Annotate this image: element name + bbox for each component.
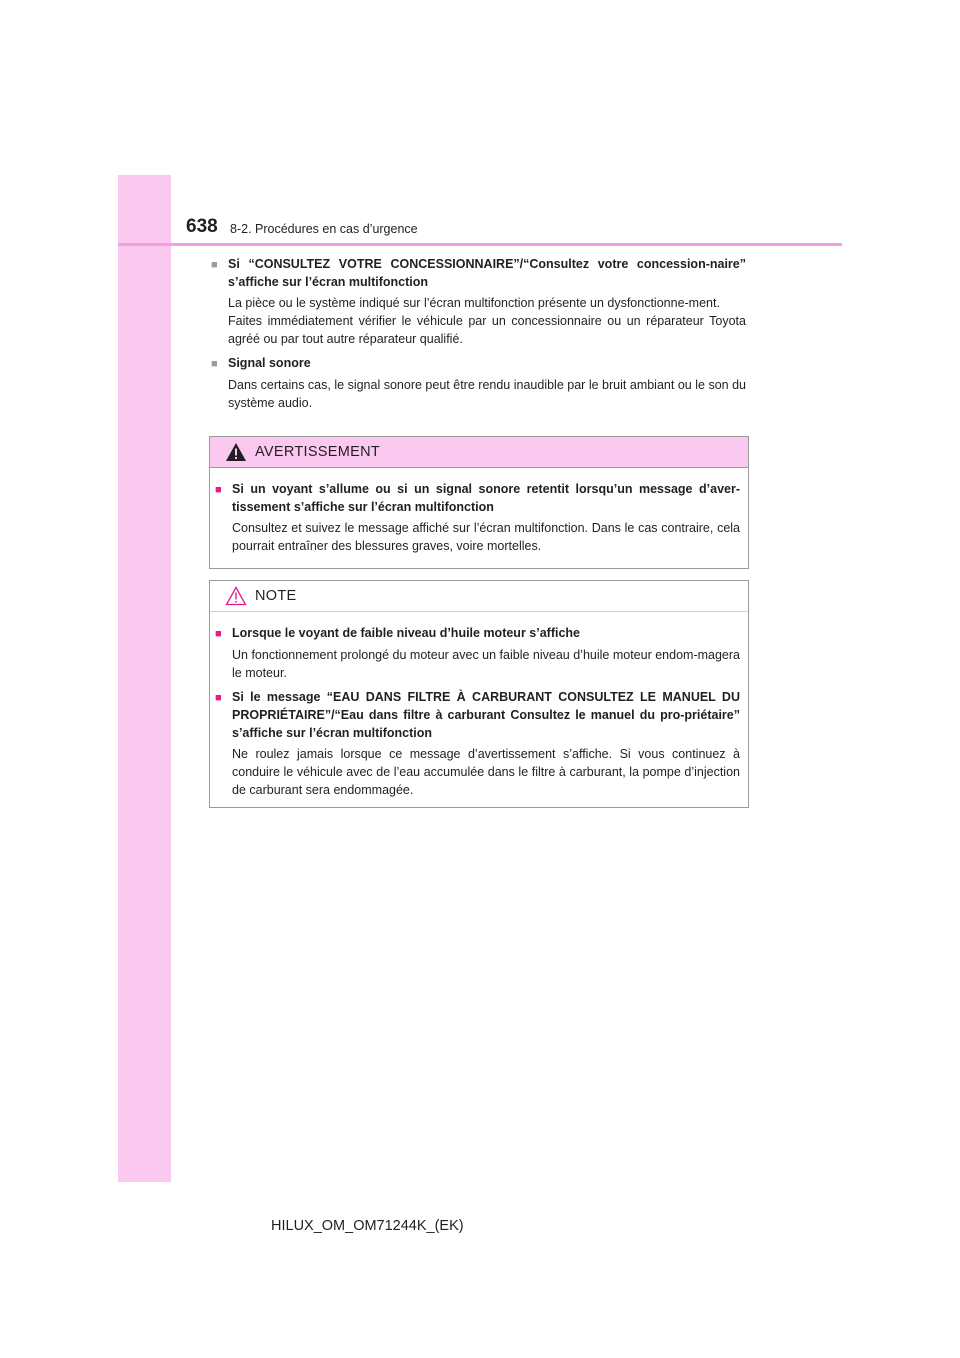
item-heading xyxy=(215,624,740,643)
square-bullet-icon: ■ xyxy=(211,259,218,271)
list-item xyxy=(215,688,740,799)
page-number: 638 xyxy=(186,216,218,237)
list-item xyxy=(215,480,740,555)
square-bullet-icon: ■ xyxy=(215,484,222,496)
caution-triangle-icon xyxy=(225,586,247,606)
note-content xyxy=(210,612,748,815)
list-item xyxy=(211,354,746,412)
chapter-sidebar-tab xyxy=(118,175,171,1182)
item-paragraph: La pièce ou le système indiqué sur l’écran multifonction présente un dysfonctionne-ment. xyxy=(228,296,720,310)
item-paragraph: Dans certains cas, le signal sonore peut être rendu inaudible par le bruit ambiant ou le son du système audio. xyxy=(228,378,746,410)
item-heading-text: Lorsque le voyant de faible niveau d’huile moteur s’affiche xyxy=(232,626,580,640)
list-item xyxy=(215,624,740,682)
item-heading-text: Si le message “EAU DANS FILTRE À CARBURANT CONSULTEZ LE MANUEL DU PROPRIÉTAIRE”/“Eau dans filtre à carburant Consultez le manuel du pro-priétaire” s’affiche sur l’écran multifonction xyxy=(232,690,740,740)
item-heading xyxy=(215,480,740,516)
item-body: Un fonctionnement prolongé du moteur avec un faible niveau d’huile moteur endom-magera le moteur. xyxy=(232,648,740,680)
square-bullet-icon: ■ xyxy=(211,358,218,370)
item-heading-text: Signal sonore xyxy=(228,356,311,370)
item-heading-text: Si “CONSULTEZ VOTRE CONCESSIONNAIRE”/“Consultez votre concession-naire” s’affiche sur l’écran multifonction xyxy=(228,257,746,289)
item-heading-text: Si un voyant s’allume ou si un signal sonore retentit lorsqu’un message d’aver-tissement s’affiche sur l’écran multifonction xyxy=(232,482,740,514)
warning-box xyxy=(209,436,749,569)
item-paragraph: Faites immédiatement vérifier le véhicule par un concessionnaire ou un réparateur Toyota agréé ou par tout autre réparateur qualifié. xyxy=(228,314,746,346)
main-content xyxy=(211,255,746,418)
warning-content xyxy=(210,468,748,571)
warning-header xyxy=(210,437,748,468)
square-bullet-icon: ■ xyxy=(215,692,222,704)
item-heading xyxy=(211,354,746,373)
note-header xyxy=(210,581,748,612)
item-body: Consultez et suivez le message affiché sur l’écran multifonction. Dans le cas contraire, cela pourrait entraîner des blessures graves, voire mortelles. xyxy=(232,521,740,553)
item-heading xyxy=(211,255,746,291)
note-label: NOTE xyxy=(255,588,297,604)
note-box xyxy=(209,580,749,808)
list-item xyxy=(211,255,746,348)
square-bullet-icon: ■ xyxy=(215,628,222,640)
item-body: Ne roulez jamais lorsque ce message d’avertissement s’affiche. Si vous continuez à conduire le véhicule avec de l’eau accumulée dans le filtre à carburant, la pompe d’injection de carburant sera endommagée. xyxy=(232,747,740,797)
header-rule xyxy=(118,243,842,246)
warning-triangle-icon xyxy=(225,442,247,462)
item-body xyxy=(211,376,746,412)
section-title: 8-2. Procédures en cas d’urgence xyxy=(230,222,418,236)
item-body xyxy=(211,294,746,348)
document-code: HILUX_OM_OM71244K_(EK) xyxy=(271,1218,464,1234)
item-heading xyxy=(215,688,740,742)
warning-label: AVERTISSEMENT xyxy=(255,444,381,460)
